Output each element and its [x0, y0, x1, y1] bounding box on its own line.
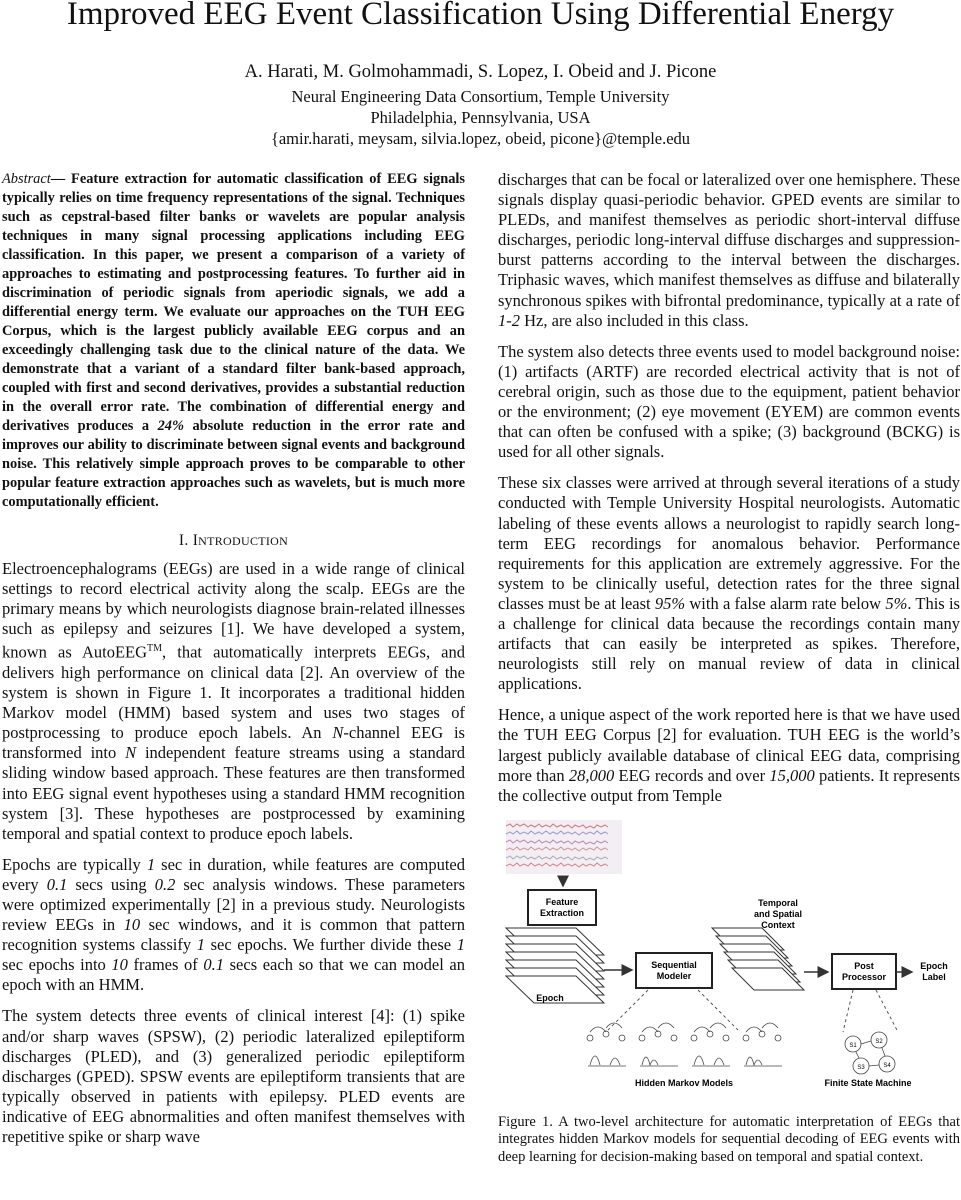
text-run: Hz, are also included in this class.	[520, 310, 749, 330]
intro-paragraph-1	[2, 559, 465, 844]
feature-extraction-label-1: Feature	[545, 896, 579, 907]
post-processor-label-2: Processor	[841, 971, 887, 982]
italic-num: 1	[456, 935, 465, 955]
section-first-letter: I	[192, 532, 199, 549]
epoch-stack	[506, 928, 604, 1003]
context-stack	[712, 928, 804, 990]
fsm-state-s2: S2	[875, 1038, 883, 1045]
text-run: sec in duration, while features are computed every	[2, 854, 465, 894]
right-paragraph-3	[498, 473, 960, 694]
context-label-2: and Spatial	[753, 908, 803, 919]
figure-1-caption: Figure 1. A two-level architecture for automatic interpretation of EEGs that integrates hidden Markov models for sequential decoding of EEG events with deep learning for decision-making based on temporal and spatial context.	[498, 1113, 960, 1165]
italic-num: 0.1	[46, 874, 68, 894]
text-run: frames of	[127, 955, 204, 975]
text-run: Epochs are typically	[2, 854, 147, 874]
italic-var: N	[332, 723, 344, 743]
right-paragraph-1	[498, 170, 960, 331]
text-run: with a false alarm rate below	[685, 593, 886, 613]
section-heading-introduction	[2, 531, 465, 551]
epoch-label-output-1: Epoch	[920, 960, 948, 971]
text-run: , that automatically interprets EEGs, and delivers high performance on clinical data [2]. An overview of the system is shown in Figure 1. It incorporates a traditional hidden Markov model (HMM) based system and uses two stages of postprocessing to produce epoch labels. An	[2, 642, 466, 743]
feature-extraction-box	[528, 890, 596, 925]
text-run: independent feature streams using a standard sliding window based approach. These features are then transformed into EEG signal event hypotheses using a standard HMM recognition system [3]. These hypotheses are postprocessed by examining temporal and spatial context to produce epoch labels.	[2, 743, 466, 843]
right-paragraph-2: The system also detects three events used to model background noise: (1) artifacts (ARTF) are recorded electrical activity that is not of cerebral origin, such as those due to the equipment, patient behavior or the environment; (2) eye movement (EYEM) are common events that can often be confused with a spike; (3) background (BCKG) is used for all other signals.	[498, 341, 960, 462]
post-processor-box	[832, 954, 896, 989]
italic-num: 1	[196, 935, 205, 955]
italic-var: N	[125, 743, 137, 763]
abstract-lead: Abstract	[2, 171, 51, 187]
italic-num: 0.2	[154, 874, 176, 894]
abstract-text-1: Feature extraction for automatic classification of EEG signals typically relies on time frequency representations of the signal. Techniques such as cepstral-based filter banks or wavelets are popular analysis techniques in many signal processing applications including EEG classification. In this paper, we present a comparison of a variety of approaches to estimating and postprocessing features. To further aid in discrimination of periodic signals from aperiodic signals, we add a differential energy term. We evaluate our approaches on the TUH EEG Corpus, which is the largest publicly available EEG corpus and an exceedingly challenging task due to the clinical nature of the data. We demonstrate that a variant of a standard filter bank-based approach, coupled with first and second derivatives, provides a substantial reduction in the overall error rate. The combination of differential energy and derivatives produces a	[2, 171, 465, 434]
feature-extraction-label-2: Extraction	[539, 907, 585, 918]
figure-1	[498, 820, 960, 1108]
context-label-1: Temporal	[758, 897, 798, 908]
text-run: -channel EEG is transformed into	[2, 723, 465, 763]
affiliation-block	[0, 86, 961, 149]
text-run: secs each so that we can model an epoch with an HMM.	[2, 955, 466, 995]
italic-num: 1	[146, 854, 156, 874]
right-paragraph-4	[498, 705, 960, 805]
abstract-dash: —	[50, 171, 72, 187]
abstract-text-2: absolute reduction in the error rate and improves our ability to discriminate between signal events and background noise. This relatively simple approach proves to be comparable to other popular feature extraction approaches such as wavelets, but is much more computationally efficient.	[2, 418, 465, 510]
text-run: patients. It represents the collective output from Temple	[498, 765, 960, 805]
author-list: A. Harati, M. Golmohammadi, S. Lopez, I. Obeid and J. Picone	[244, 62, 717, 82]
italic-num: 15,000	[769, 765, 815, 785]
section-small-caps: NTRODUCTION	[198, 534, 289, 548]
abstract-percent: 24%	[157, 418, 184, 434]
fsm-state-s4: S4	[883, 1062, 891, 1069]
paper-title: Improved EEG Event Classification Using Differential Energy	[66, 0, 895, 32]
trademark-sup: TM	[147, 643, 163, 655]
text-run: Hence, a unique aspect of the work reported here is that we have used the TUH EEG Corpus [2] for evaluation. TUH EEG is the world’s largest publicly available database of clinical EEG data, comprising more than	[498, 705, 960, 785]
fsm-state-s1: S1	[849, 1042, 857, 1049]
sequential-modeler-label-2: Modeler	[656, 970, 692, 981]
post-processor-label-1: Post	[854, 960, 874, 971]
right-column	[498, 170, 960, 1178]
text-run: sec epochs into	[2, 955, 112, 975]
affiliation-email: {amir.harati, meysam, silvia.lopez, obeid, picone}@temple.edu	[270, 129, 691, 148]
italic-num: 10	[111, 955, 128, 975]
affiliation-line-1: Neural Engineering Data Consortium, Temple University	[291, 87, 670, 106]
epoch-label-output-2: Label	[922, 971, 946, 982]
italic-num: 0.1	[203, 955, 225, 975]
eeg-signal-image	[506, 820, 622, 874]
abstract	[2, 170, 465, 512]
text-run: sec epochs. We further divide these	[204, 935, 457, 955]
text-run: These six classes were arrived at through several iterations of a study conducted with Temple University Hospital neurologists. Automatic labeling of these events allows a neurologist to rapidly search long-term EEG recordings for anomalous behavior. Performance requirements for this application are extremely aggressive. For the system to be clinically useful, detection rates for the three signal classes must be at least	[498, 473, 960, 613]
italic-num: 1-2	[498, 310, 520, 330]
text-run: discharges that can be focal or lateralized over one hemisphere. These signals display quasi-periodic behavior. GPED events are similar to PLEDs, and manifest themselves as periodic short-interval diffuse discharges, periodic long-interval diffuse discharges and suppression-burst patterns according to the interval between the discharges. Triphasic waves, which manifest themselves as diffuse and bilaterally synchronous spikes with bifrontal predominance, typically at a rate of	[498, 170, 960, 310]
epoch-label: Epoch	[536, 992, 564, 1003]
sequential-modeler-box	[636, 953, 712, 988]
affiliation-line-2: Philadelphia, Pennsylvania, USA	[370, 108, 591, 127]
italic-num: 5%	[885, 593, 908, 613]
italic-num: 95%	[654, 593, 686, 613]
context-label-3: Context	[761, 919, 795, 930]
intro-paragraph-2	[2, 855, 465, 996]
italic-num: 28,000	[568, 765, 615, 785]
text-run: . This is a challenge for clinical data because the recordings contain many artifacts that can easily be interpreted as spikes. Therefore, neurologists still rely on manual review of data in clinical applications.	[498, 593, 960, 694]
intro-paragraph-3: The system detects three events of clinical interest [4]: (1) spike and/or sharp waves (SPSW), (2) periodic lateralized epileptiform discharges (PLED), and (3) generalized periodic epileptiform discharges (GPED). SPSW events are epileptiform transients that are typically observed in patients with epilepsy. PLED events are indicative of EEG abnormalities and often manifest themselves with repetitive spike or sharp wave	[2, 1006, 465, 1147]
sequential-modeler-label-1: Sequential	[651, 959, 697, 970]
text-run: sec windows, and it is common that pattern recognition systems classify	[2, 915, 465, 955]
italic-num: 10	[123, 915, 141, 935]
hmm-diagram	[587, 1023, 782, 1066]
text-run: EEG records and over	[614, 765, 770, 785]
left-column	[2, 170, 465, 1158]
hmm-label: Hidden Markov Models	[634, 1077, 734, 1088]
section-numeral: I.	[178, 532, 193, 549]
architecture-diagram	[498, 820, 960, 1108]
fsm-label: Finite State Machine	[824, 1077, 912, 1088]
text-run: Electroencephalograms (EEGs) are used in a wide range of clinical settings to record electrical activity along the scalp. EEGs are the primary means by which neurologists diagnose brain-related illnesses such as epilepsy and seizures [1]. We have developed a system, known as AutoEEG	[2, 559, 465, 662]
text-run: sec analysis windows. These parameters were optimized experimentally [2] in a previous study. Neurologists review EEGs in	[2, 874, 465, 935]
text-run: secs using	[67, 874, 155, 894]
fsm-diagram	[845, 1032, 895, 1074]
fsm-state-s3: S3	[857, 1064, 865, 1071]
